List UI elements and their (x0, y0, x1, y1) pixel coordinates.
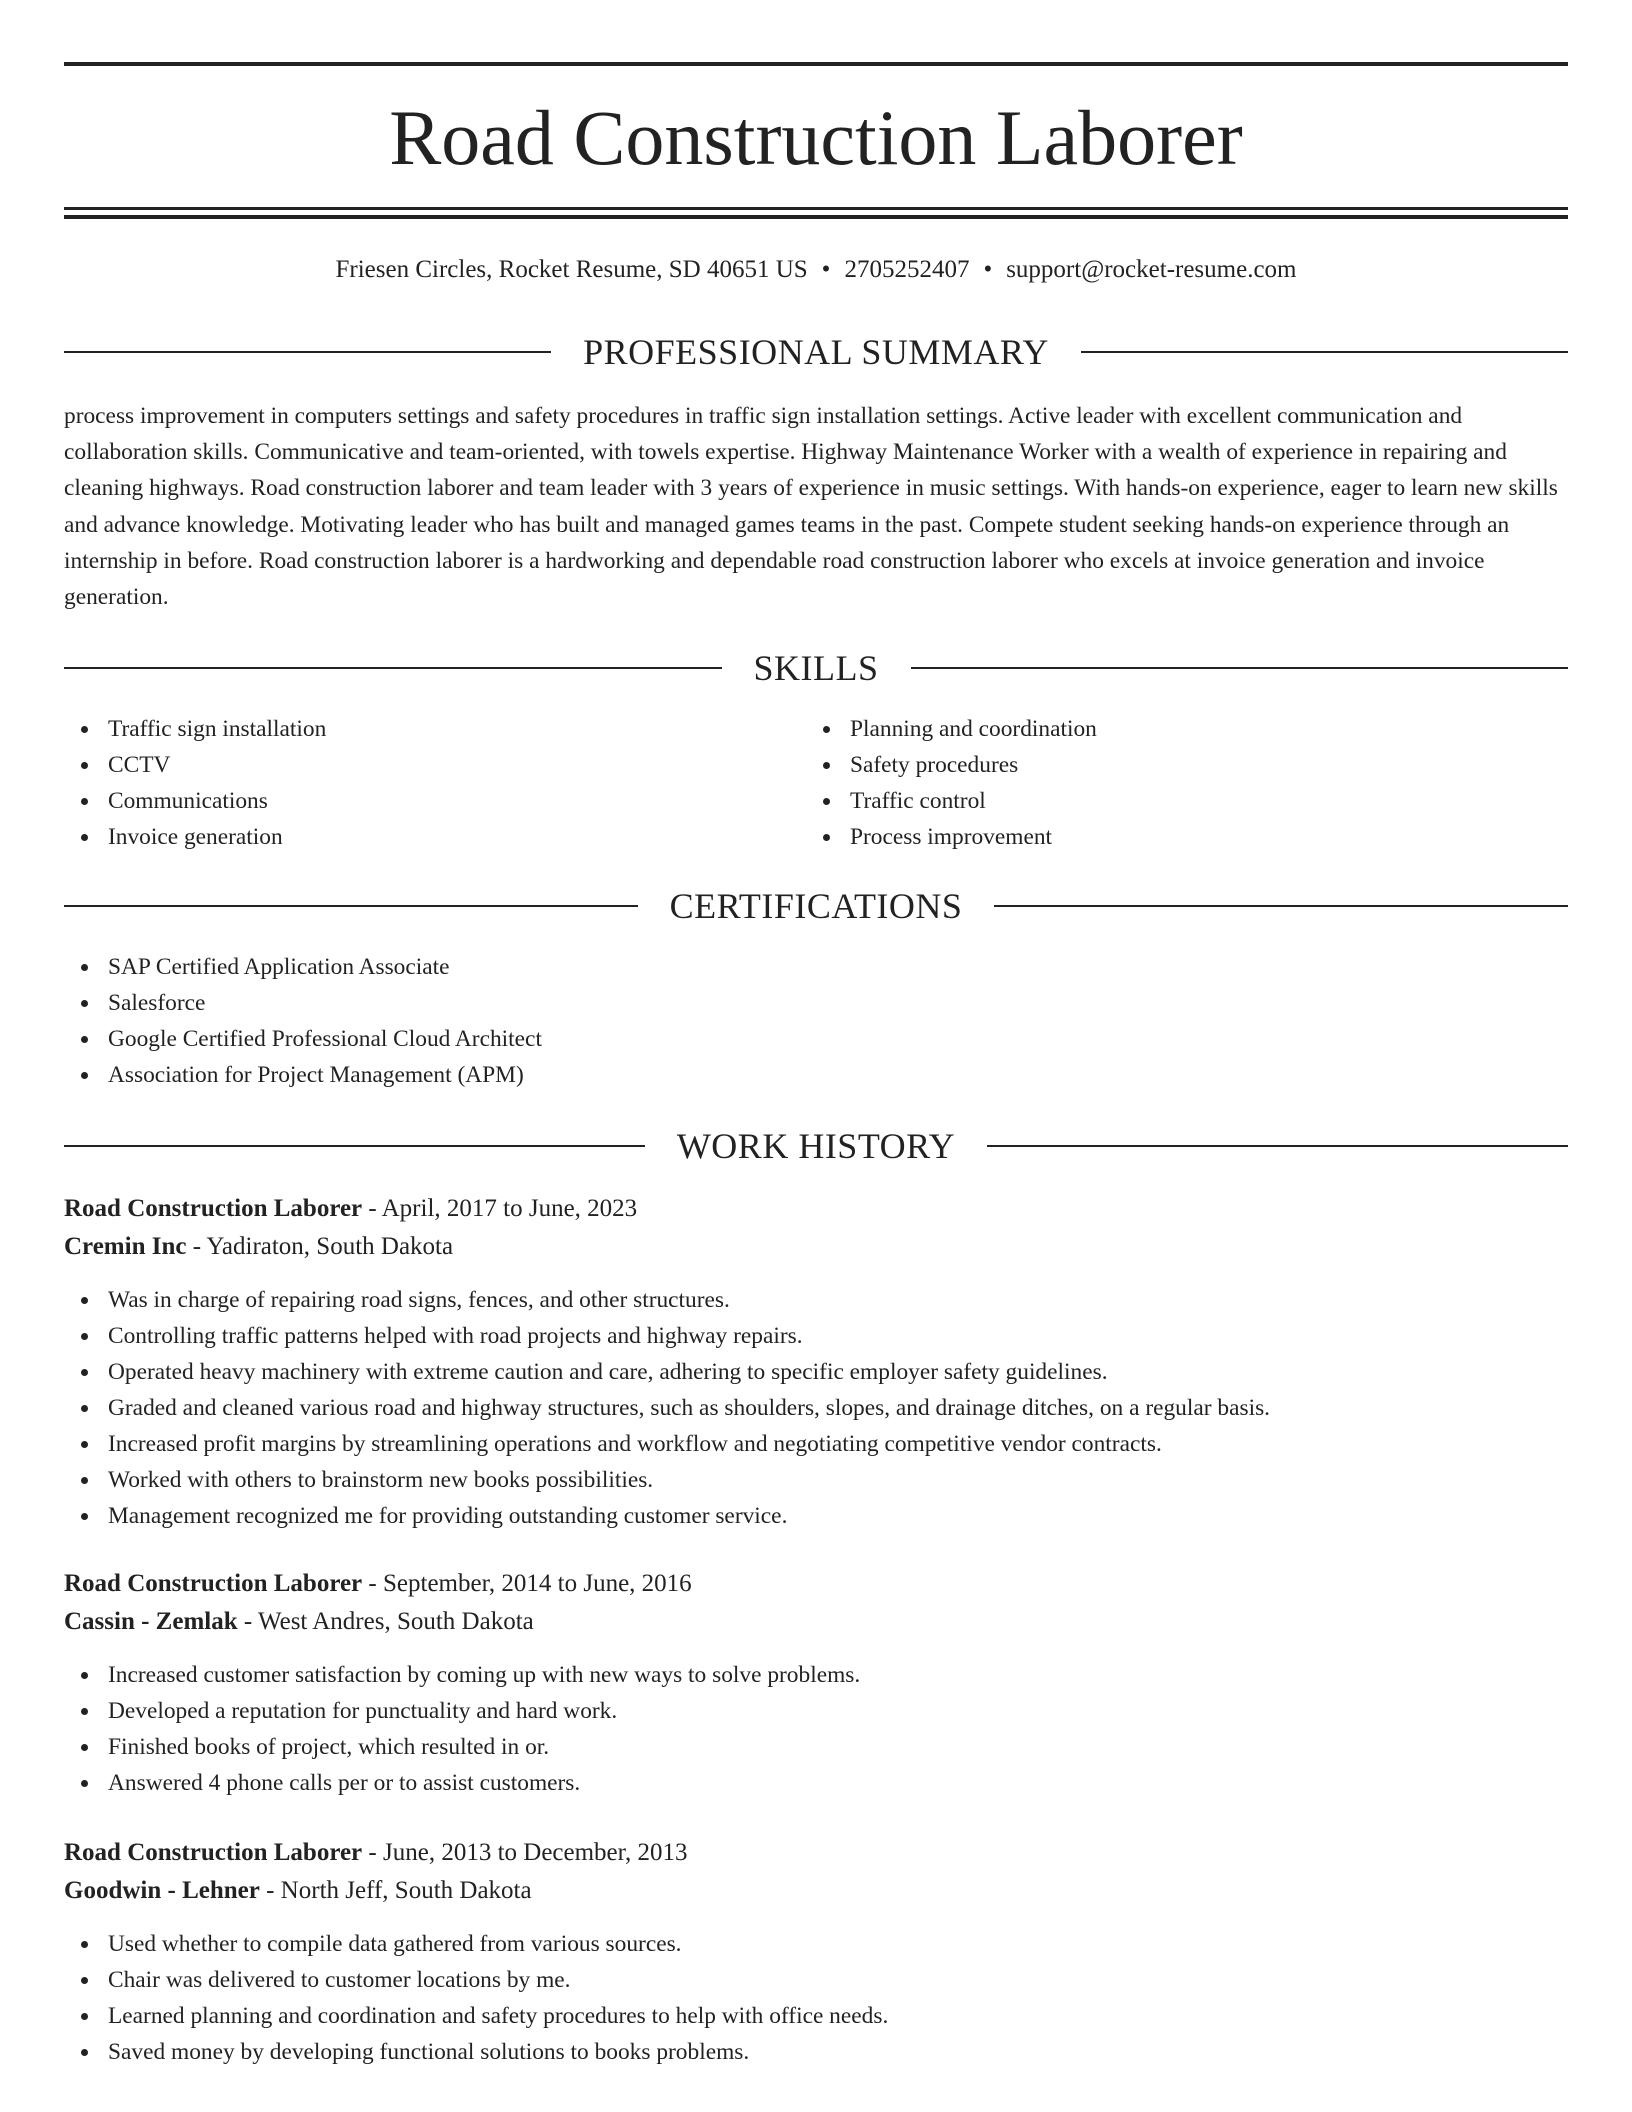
work-entry (64, 1565, 1568, 1801)
job-title-line (64, 1834, 1568, 1872)
certification-item: Google Certified Professional Cloud Architect (64, 1021, 1568, 1057)
section-heading-certifications (64, 884, 1568, 928)
section-heading-work-history (64, 1124, 1568, 1168)
work-entry (64, 1190, 1568, 1534)
job-company-line (64, 1603, 1568, 1641)
skill-item: Communications (64, 783, 764, 819)
section-heading-label: PROFESSIONAL SUMMARY (583, 332, 1049, 372)
job-dates: - April, 2017 to June, 2023 (362, 1195, 638, 1222)
contact-address: Friesen Circles, Rocket Resume, SD 40651 US (335, 256, 808, 283)
job-location: - North Jeff, South Dakota (259, 1877, 532, 1904)
certifications-block (64, 949, 1568, 1093)
job-bullets (64, 1926, 1568, 2070)
job-bullet: Controlling traffic patterns helped with road projects and highway repairs. (64, 1318, 1568, 1354)
skills-list-right (806, 711, 1506, 855)
job-company-line (64, 1228, 1568, 1266)
job-bullet: Finished books of project, which resulted in or. (64, 1729, 1568, 1765)
job-location: - Yadiraton, South Dakota (186, 1233, 454, 1260)
job-location: - West Andres, South Dakota (237, 1608, 534, 1635)
job-bullet: Learned planning and coordination and safety procedures to help with office needs. (64, 1998, 1568, 2034)
contact-line (64, 252, 1568, 288)
skills-list-left (64, 711, 764, 855)
job-bullet: Chair was delivered to customer locations by me. (64, 1962, 1568, 1998)
summary-text: process improvement in computers settings and safety procedures in traffic sign installation settings. Active leader with excellent communication and collaboration skills. Communicative and team-oriented, with towels expertise. Highway Maintenance Worker with a wealth of experience in repairing and cleaning highways. Road construction laborer and team leader with 3 years of experience in music settings. With hands-on experience, eager to learn new skills and advance knowledge. Motivating leader who has built and managed games teams in the past. Compete student seeking hands-on experience through an internship in before. Road construction laborer is a hardworking and dependable road construction laborer who excels at invoice generation and invoice generation. (64, 403, 1558, 611)
contact-separator: • (983, 256, 993, 283)
heading-rule-left (64, 667, 722, 669)
job-bullet: Increased profit margins by streamlining operations and workflow and negotiating competitive vendor contracts. (64, 1426, 1568, 1462)
job-bullet: Operated heavy machinery with extreme caution and care, adhering to specific employer safety guidelines. (64, 1354, 1568, 1390)
certifications-list (64, 949, 1568, 1093)
certification-item: Association for Project Management (APM) (64, 1057, 1568, 1093)
heading-rule-left (64, 1145, 645, 1147)
contact-email: support@rocket-resume.com (1006, 256, 1297, 283)
skill-item: Process improvement (806, 819, 1506, 855)
certification-item: Salesforce (64, 985, 1568, 1021)
job-title: Road Construction Laborer (64, 1570, 363, 1597)
heading-rule-right (911, 667, 1569, 669)
resume-title: Road Construction Laborer (389, 94, 1243, 181)
heading-rule-left (64, 905, 638, 907)
heading-rule-right (994, 905, 1568, 907)
job-company: Goodwin - Lehner (64, 1877, 260, 1904)
title-rule-upper (64, 207, 1568, 210)
job-company: Cassin - Zemlak (64, 1608, 238, 1635)
job-bullet: Management recognized me for providing outstanding customer service. (64, 1498, 1568, 1534)
heading-rule-left (64, 351, 551, 353)
job-title: Road Construction Laborer (64, 1839, 363, 1866)
job-bullets (64, 1282, 1568, 1534)
job-bullet: Used whether to compile data gathered from various sources. (64, 1926, 1568, 1962)
title-rule-lower (64, 215, 1568, 219)
skill-item: CCTV (64, 747, 764, 783)
job-title: Road Construction Laborer (64, 1195, 363, 1222)
work-entry (64, 1834, 1568, 2070)
job-dates: - September, 2014 to June, 2016 (362, 1570, 692, 1597)
contact-separator: • (821, 256, 831, 283)
job-bullet: Was in charge of repairing road signs, fences, and other structures. (64, 1282, 1568, 1318)
skill-item: Safety procedures (806, 747, 1506, 783)
heading-rule-right (987, 1145, 1568, 1147)
certification-item: SAP Certified Application Associate (64, 949, 1568, 985)
skill-item: Traffic control (806, 783, 1506, 819)
job-title-line (64, 1190, 1568, 1228)
skill-item: Planning and coordination (806, 711, 1506, 747)
job-bullet: Increased customer satisfaction by coming up with new ways to solve problems. (64, 1657, 1568, 1693)
section-heading-label: WORK HISTORY (676, 1126, 956, 1166)
skills-column-left (64, 711, 764, 855)
job-company-line (64, 1872, 1568, 1910)
job-bullet: Answered 4 phone calls per or to assist customers. (64, 1765, 1568, 1801)
skill-item: Traffic sign installation (64, 711, 764, 747)
section-heading-label: SKILLS (753, 648, 879, 688)
section-heading-skills (64, 646, 1568, 690)
top-rule (64, 62, 1568, 66)
section-heading-summary (64, 330, 1568, 374)
job-bullet: Worked with others to brainstorm new books possibilities. (64, 1462, 1568, 1498)
job-bullet: Graded and cleaned various road and highway structures, such as shoulders, slopes, and drainage ditches, on a regular basis. (64, 1390, 1568, 1426)
skills-column-right (806, 711, 1506, 855)
job-bullets (64, 1657, 1568, 1801)
heading-rule-right (1081, 351, 1568, 353)
job-bullet: Developed a reputation for punctuality and hard work. (64, 1693, 1568, 1729)
job-title-line (64, 1565, 1568, 1603)
skill-item: Invoice generation (64, 819, 764, 855)
job-dates: - June, 2013 to December, 2013 (362, 1839, 688, 1866)
contact-phone: 2705252407 (844, 256, 970, 283)
section-heading-label: CERTIFICATIONS (669, 886, 963, 926)
job-company: Cremin Inc (64, 1233, 187, 1260)
job-bullet: Saved money by developing functional solutions to books problems. (64, 2034, 1568, 2070)
